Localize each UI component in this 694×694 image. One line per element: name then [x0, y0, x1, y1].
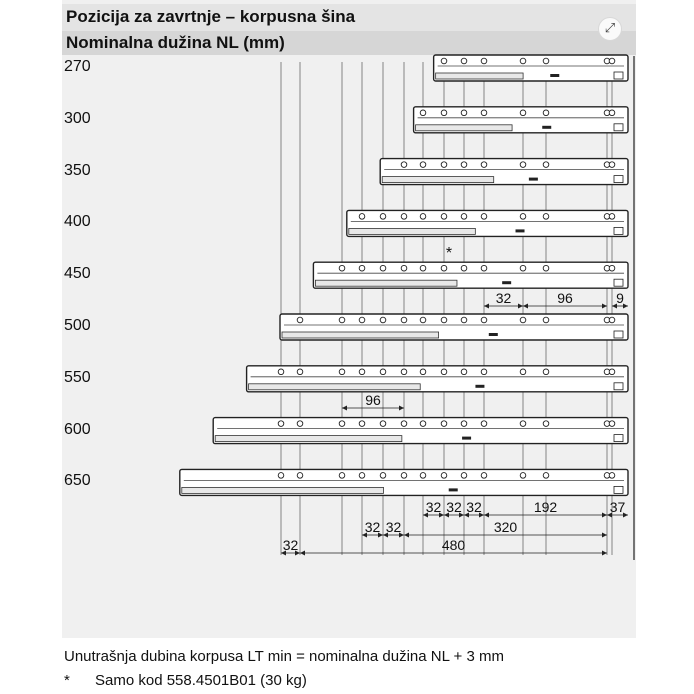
rail-slot [475, 385, 484, 388]
screw-hole [380, 265, 386, 271]
screw-hole [401, 162, 407, 168]
screw-hole [380, 317, 386, 323]
rail-end-clip [614, 72, 623, 79]
screw-hole [297, 369, 303, 375]
screw-hole [420, 473, 426, 479]
rail-slot [529, 178, 538, 181]
screw-hole [520, 214, 526, 220]
screw-hole [609, 473, 615, 479]
dimension-label: 32 [364, 519, 381, 535]
footer-note: Unutrašnja dubina korpusa LT min = nominalna dužina NL + 3 mm [64, 648, 504, 665]
screw-hole [461, 214, 467, 220]
screw-hole [609, 110, 615, 116]
footnote-marker: * [64, 672, 70, 689]
rail-slide [416, 125, 512, 131]
screw-hole [441, 110, 447, 116]
dimension-label: 37 [609, 499, 626, 515]
dimension-label: 320 [493, 519, 518, 535]
dimension-label: 32 [282, 537, 299, 553]
screw-hole [520, 317, 526, 323]
rail-slot [462, 437, 471, 440]
rail-end-clip [614, 383, 623, 390]
dimension-label: 96 [557, 290, 573, 306]
screw-hole [420, 162, 426, 168]
rail-slide [436, 73, 523, 79]
screw-hole [461, 421, 467, 427]
screw-hole [401, 473, 407, 479]
row-label-nl: 550 [64, 368, 91, 386]
footnote-text: Samo kod 558.4501B01 (30 kg) [95, 672, 307, 689]
screw-hole [520, 265, 526, 271]
table-subtitle: Nominalna dužina NL (mm) [66, 33, 285, 52]
screw-hole [359, 265, 365, 271]
screw-hole [420, 110, 426, 116]
rail-end-clip [614, 176, 623, 183]
screw-hole [481, 58, 487, 64]
screw-hole [359, 317, 365, 323]
arrow-head [342, 406, 347, 411]
dimension-label: 32 [495, 290, 512, 306]
screw-hole [359, 421, 365, 427]
arrow-head [300, 551, 305, 556]
arrow-head [399, 406, 404, 411]
rail-end-clip [614, 279, 623, 286]
screw-hole [401, 317, 407, 323]
screw-hole [609, 162, 615, 168]
dimension-label: 32 [425, 499, 442, 515]
screw-hole [609, 214, 615, 220]
screw-hole [461, 58, 467, 64]
screw-hole [609, 58, 615, 64]
screw-hole [297, 317, 303, 323]
arrow-head [602, 551, 607, 556]
row-label-nl: 650 [64, 472, 91, 490]
dimension-label: 32 [466, 499, 482, 515]
rail-slot [550, 74, 559, 77]
dimension-label: 192 [533, 499, 558, 515]
screw-hole [380, 421, 386, 427]
row-label-nl: 600 [64, 420, 91, 438]
screw-hole [609, 421, 615, 427]
rail-slot [516, 229, 525, 232]
row-label-nl: 450 [64, 265, 91, 283]
screw-hole [420, 369, 426, 375]
screw-hole [380, 473, 386, 479]
screw-hole [481, 162, 487, 168]
screw-hole [520, 162, 526, 168]
screw-hole [461, 110, 467, 116]
screw-hole [481, 421, 487, 427]
screw-hole [461, 369, 467, 375]
screw-hole [543, 110, 549, 116]
screw-hole [359, 214, 365, 220]
screw-hole [401, 421, 407, 427]
row-label-nl: 270 [64, 58, 91, 75]
row-label-nl: 350 [64, 161, 91, 179]
dimension-label: 32 [385, 519, 402, 535]
screw-hole [380, 369, 386, 375]
screw-hole [401, 265, 407, 271]
rail-slide [349, 228, 476, 234]
screw-hole [420, 317, 426, 323]
screw-hole [441, 265, 447, 271]
rail-slide [182, 487, 384, 493]
row-label-nl: 300 [64, 109, 91, 127]
arrow-head [484, 304, 489, 309]
screw-hole [359, 369, 365, 375]
rail-slot [502, 281, 511, 284]
screw-hole [481, 473, 487, 479]
screw-hole [401, 369, 407, 375]
screw-hole [380, 214, 386, 220]
screw-hole [441, 317, 447, 323]
screw-hole [609, 317, 615, 323]
screw-hole [339, 473, 345, 479]
screw-hole [441, 421, 447, 427]
rail-slot [449, 488, 458, 491]
screw-hole [441, 369, 447, 375]
screw-hole [297, 473, 303, 479]
screw-hole [543, 317, 549, 323]
screw-hole [461, 473, 467, 479]
screw-hole [481, 214, 487, 220]
arrow-head [602, 513, 607, 518]
screw-hole [481, 317, 487, 323]
arrow-head [602, 304, 607, 309]
screw-hole [609, 369, 615, 375]
dimension-label: 9 [616, 290, 624, 306]
arrow-head [602, 533, 607, 538]
rail-end-clip [614, 486, 623, 493]
screw-hole [520, 421, 526, 427]
dimension-label: 96 [365, 392, 381, 408]
arrow-head [523, 304, 528, 309]
screw-hole [339, 369, 345, 375]
screw-hole [420, 421, 426, 427]
screw-hole [461, 162, 467, 168]
rail-slot [489, 333, 498, 336]
screw-hole [461, 317, 467, 323]
screw-hole [481, 369, 487, 375]
screw-hole [461, 265, 467, 271]
dimension-label: 32 [446, 499, 462, 515]
screw-hole [278, 473, 284, 479]
screw-hole [520, 58, 526, 64]
screw-hole [481, 265, 487, 271]
screw-hole [420, 265, 426, 271]
screw-hole [420, 214, 426, 220]
rail-slide [382, 177, 494, 183]
screw-hole [543, 58, 549, 64]
screw-hole [543, 369, 549, 375]
screw-hole [441, 214, 447, 220]
screw-hole [441, 162, 447, 168]
screw-hole [481, 110, 487, 116]
screw-hole [339, 421, 345, 427]
rail-slide [315, 280, 457, 286]
screw-hole [543, 162, 549, 168]
screw-hole [520, 473, 526, 479]
rail-end-clip [614, 331, 623, 338]
rail-slot [542, 126, 551, 129]
screw-hole [520, 110, 526, 116]
row-label-nl: 500 [64, 317, 91, 334]
page-title: Pozicija za zavrtnje – korpusna šina [66, 7, 356, 26]
screw-hole [359, 473, 365, 479]
arrow-head [484, 513, 489, 518]
screw-hole [543, 265, 549, 271]
arrow-head [404, 533, 409, 538]
screw-hole [278, 369, 284, 375]
rail-end-clip [614, 124, 623, 131]
screw-hole [520, 369, 526, 375]
screw-hole [543, 214, 549, 220]
screw-hole [401, 214, 407, 220]
screw-hole [609, 265, 615, 271]
screw-hole [339, 265, 345, 271]
screw-hole [441, 473, 447, 479]
rail-slide [249, 384, 421, 390]
screw-hole [278, 421, 284, 427]
screw-hole [297, 421, 303, 427]
rail-end-clip [614, 435, 623, 442]
dimension-label: 480 [441, 537, 466, 553]
row-label-nl: 400 [64, 213, 91, 231]
rail-slide [282, 332, 439, 338]
asterisk-marker: * [445, 245, 453, 262]
screw-hole [543, 473, 549, 479]
arrow-head [518, 304, 523, 309]
expand-collapse-icon[interactable]: ⤢ [598, 17, 622, 41]
screw-hole [543, 421, 549, 427]
screw-hole [339, 317, 345, 323]
rail-slide [215, 436, 402, 442]
screw-hole [441, 58, 447, 64]
rail-end-clip [614, 227, 623, 234]
